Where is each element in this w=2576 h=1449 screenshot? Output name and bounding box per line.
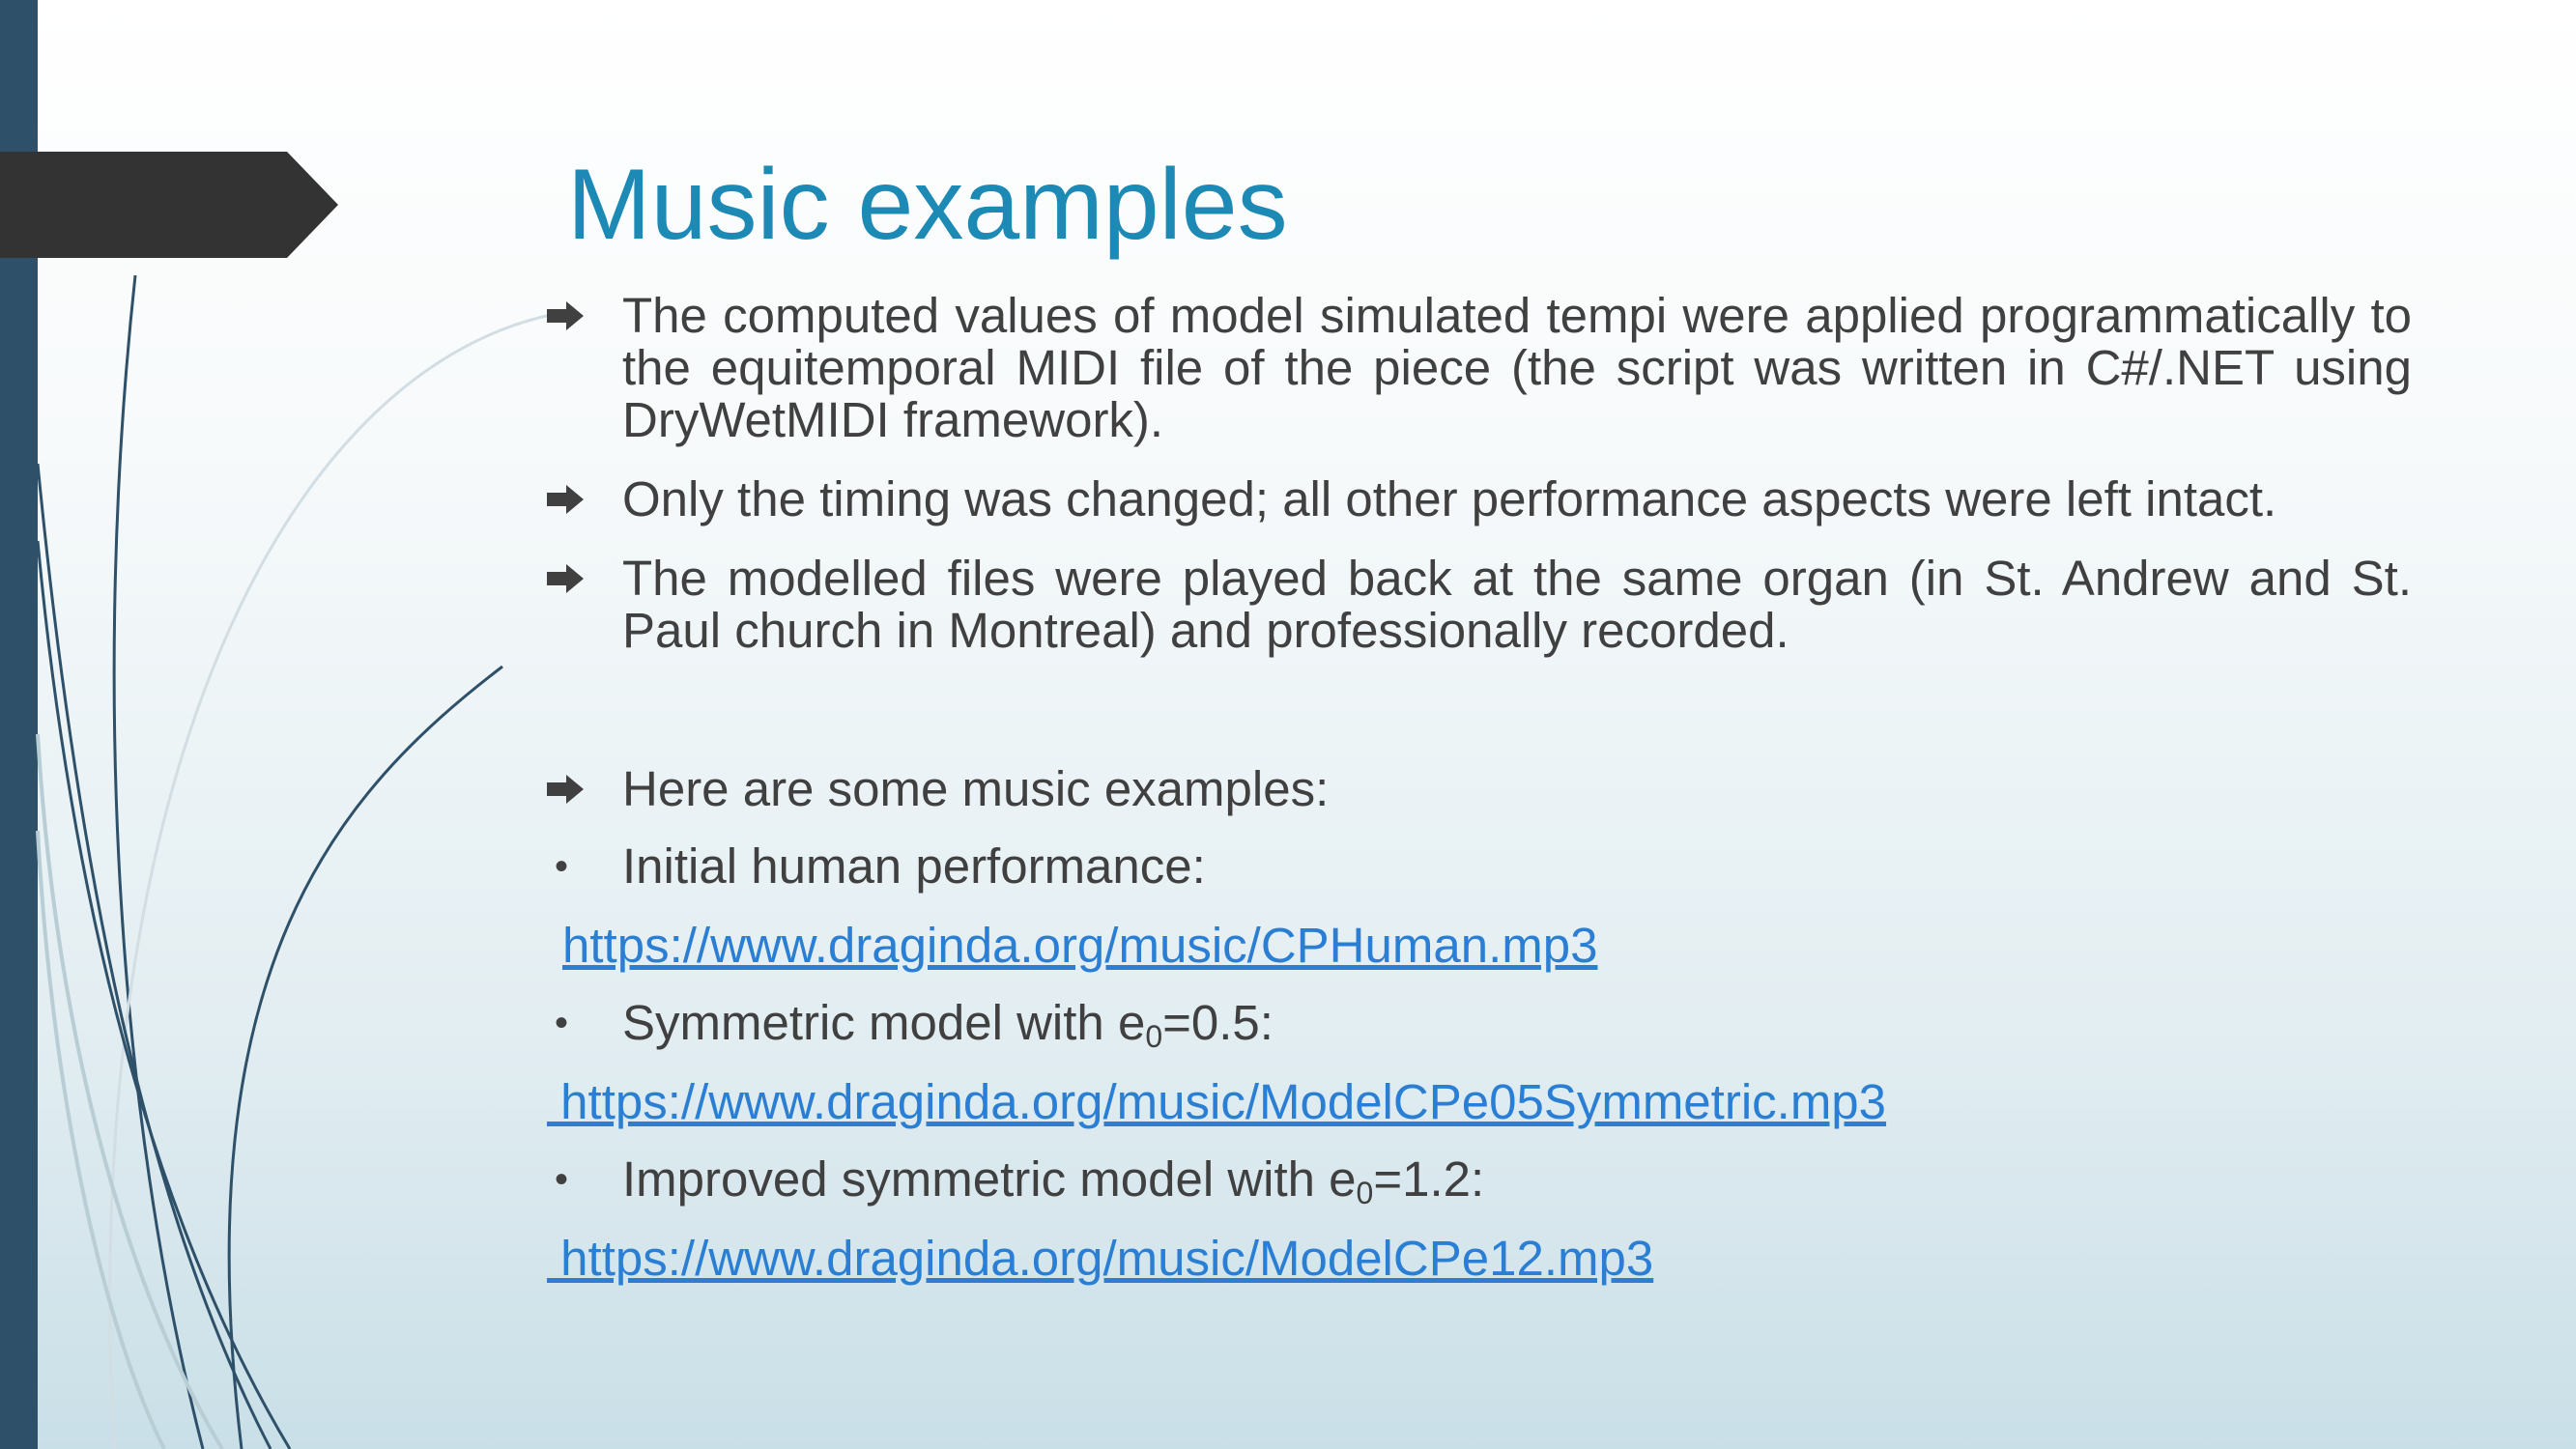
example-label-pre: Improved symmetric model with e — [622, 1151, 1357, 1207]
example-link-row — [547, 1076, 2412, 1128]
arrow-right-icon — [547, 775, 584, 804]
bullet-dot-icon: • — [555, 1002, 569, 1044]
example-label — [622, 1151, 1485, 1210]
bullet-item — [547, 763, 2412, 815]
example-link-improved[interactable]: https://www.draginda.org/music/ModelCPe12.mp3 — [547, 1231, 1654, 1286]
arrow-right-icon — [547, 301, 584, 330]
example-link-row — [547, 1233, 2412, 1285]
arrow-right-icon — [547, 485, 584, 514]
bullet-text: Here are some music examples: — [622, 761, 1330, 816]
bullet-text: Only the timing was changed; all other performance aspects were left intact. — [622, 471, 2277, 526]
example-label: Initial human performance: — [622, 838, 1206, 894]
example-label-post: =0.5: — [1162, 995, 1274, 1050]
example-item — [547, 1151, 2412, 1210]
example-label-sub: 0 — [1356, 1176, 1374, 1210]
example-link-row — [547, 920, 2412, 972]
example-item — [547, 840, 2412, 893]
example-link-human[interactable]: https://www.draginda.org/music/CPHuman.mp3 — [562, 918, 1598, 973]
bullet-item — [547, 553, 2412, 657]
bullet-item — [547, 473, 2412, 526]
slide-title: Music examples — [567, 149, 1288, 261]
example-label-sub: 0 — [1145, 1019, 1163, 1054]
bullet-item — [547, 290, 2412, 446]
slide-content — [547, 290, 2412, 1285]
example-label-post: =1.2: — [1373, 1151, 1485, 1207]
bullet-text: The modelled files were played back at the same organ (in St. Andrew and St. Paul church in Montreal) and professionally recorded. — [622, 551, 2412, 658]
arrow-right-icon — [547, 564, 584, 593]
bullet-dot-icon: • — [555, 1158, 569, 1201]
example-label-pre: Symmetric model with e — [622, 995, 1146, 1050]
example-link-symmetric[interactable]: https://www.draginda.org/music/ModelCPe05Symmetric.mp3 — [547, 1074, 1887, 1129]
title-tab-arrow — [0, 0, 348, 290]
bullet-dot-icon: • — [555, 845, 569, 888]
example-label — [622, 995, 1274, 1054]
bullet-text: The computed values of model simulated tempi were applied programmatically to the equitemporal MIDI file of the piece (the script was written in C#/.NET using DryWetMIDI framework). — [622, 288, 2412, 447]
example-item — [547, 995, 2412, 1054]
